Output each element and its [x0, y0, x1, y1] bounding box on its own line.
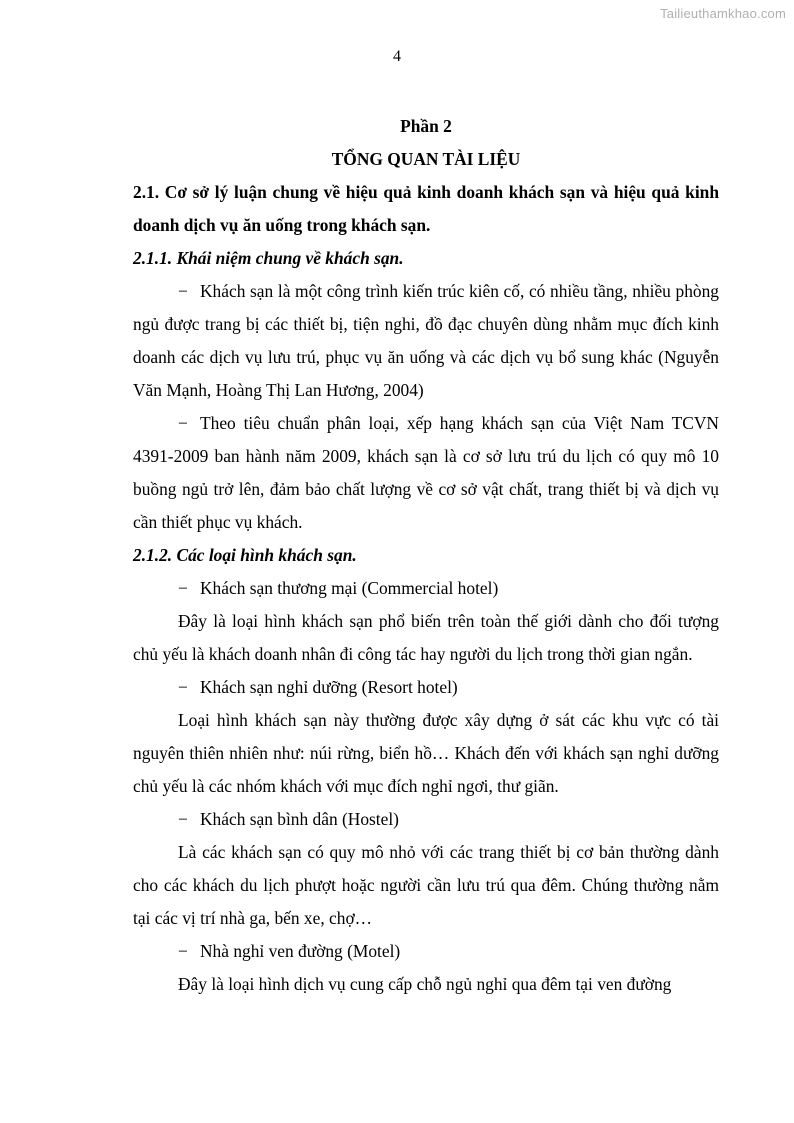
dash-bullet: −	[178, 578, 188, 598]
document-body	[133, 110, 719, 1001]
watermark: Tailieuthamkhao.com	[660, 6, 786, 21]
hotel-type-name: Khách sạn nghỉ dưỡng (Resort hotel)	[200, 677, 458, 697]
definition-paragraph	[133, 275, 719, 407]
dash-bullet: −	[178, 677, 188, 697]
heading-2-1-2: 2.1.2. Các loại hình khách sạn.	[133, 545, 357, 565]
hotel-type-item	[133, 935, 719, 968]
page-number: 4	[393, 48, 401, 65]
dash-bullet: −	[178, 413, 188, 433]
heading-2-1: 2.1. Cơ sở lý luận chung về hiệu quả kinh doanh khách sạn và hiệu quả kinh doanh dịch vụ ăn uống trong khách sạn.	[133, 182, 719, 235]
heading-2-1-1: 2.1.1. Khái niệm chung về khách sạn.	[133, 248, 404, 268]
dash-bullet: −	[178, 941, 188, 961]
definition-text: Khách sạn là một công trình kiến trúc kiên cố, có nhiều tầng, nhiều phòng ngủ được trang bị các thiết bị, tiện nghi, đồ đạc chuyên dùng nhằm mục đích kinh doanh các dịch vụ lưu trú, phục vụ ăn uống và các dịch vụ bổ sung khác (Nguyễn Văn Mạnh, Hoàng Thị Lan Hương, 2004)	[133, 281, 719, 400]
dash-bullet: −	[178, 809, 188, 829]
hotel-type-name: Khách sạn bình dân (Hostel)	[200, 809, 399, 829]
dash-bullet: −	[178, 281, 188, 301]
hotel-type-description: Đây là loại hình dịch vụ cung cấp chỗ ngủ nghỉ qua đêm tại ven đường	[178, 974, 672, 994]
hotel-type-item	[133, 803, 719, 836]
hotel-type-item	[133, 572, 719, 605]
hotel-type-description: Đây là loại hình khách sạn phổ biến trên toàn thế giới dành cho đối tượng chủ yếu là khách doanh nhân đi công tác hay người du lịch trong thời gian ngắn.	[133, 611, 719, 664]
hotel-type-name: Nhà nghỉ ven đường (Motel)	[200, 941, 401, 961]
section-title: TỔNG QUAN TÀI LIỆU	[331, 149, 521, 169]
hotel-type-description: Là các khách sạn có quy mô nhỏ với các trang thiết bị cơ bản thường dành cho các khách du lịch phượt hoặc người cần lưu trú qua đêm. Chúng thường nằm tại các vị trí nhà ga, bến xe, chợ…	[133, 842, 719, 928]
hotel-type-name: Khách sạn thương mại (Commercial hotel)	[200, 578, 499, 598]
part-title: Phần 2	[400, 116, 452, 136]
definition-paragraph	[133, 407, 719, 539]
hotel-type-item	[133, 671, 719, 704]
hotel-type-description: Loại hình khách sạn này thường được xây dựng ở sát các khu vực có tài nguyên thiên nhiên như: núi rừng, biển hồ… Khách đến với khách sạn nghỉ dưỡng chủ yếu là các nhóm khách với mục đích nghỉ ngơi, thư giãn.	[133, 710, 719, 796]
definition-text: Theo tiêu chuẩn phân loại, xếp hạng khách sạn của Việt Nam TCVN 4391-2009 ban hành năm 2009, khách sạn là cơ sở lưu trú du lịch có quy mô 10 buồng ngủ trở lên, đảm bảo chất lượng về cơ sở vật chất, trang thiết bị và dịch vụ cần thiết phục vụ khách.	[133, 413, 719, 532]
